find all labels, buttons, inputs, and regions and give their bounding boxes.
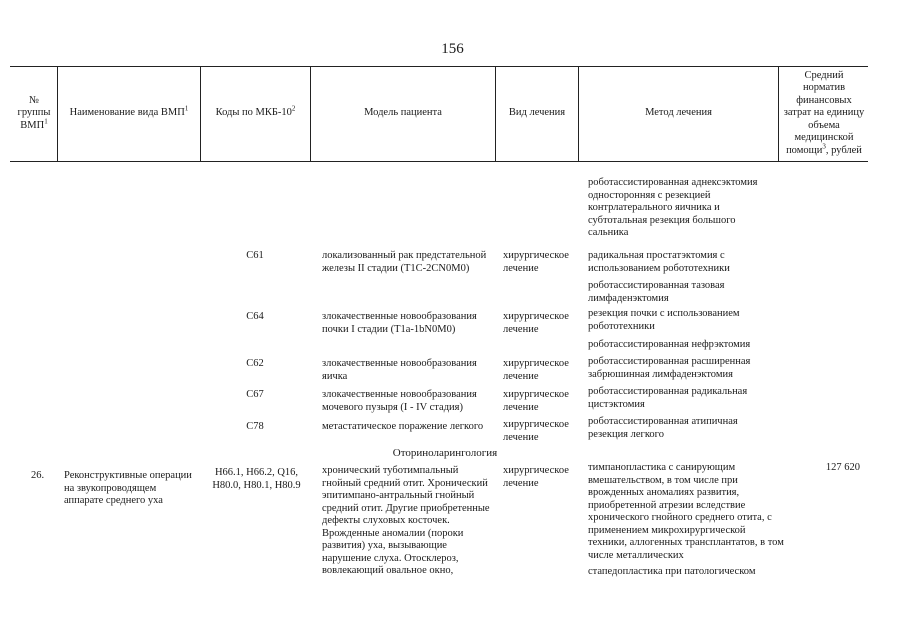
row-5-model: метастатическое поражение легкого — [322, 421, 484, 432]
row-26-cost: 127 620 — [825, 462, 860, 473]
row-3-methods: роботассистированная расширенная забрюшинная лимфаденэктомия — [588, 356, 751, 380]
row-2-model: злокачественные новообразования почки I стадии (T1a-1bN0M0) — [322, 311, 477, 335]
row-1-codes: C61 — [246, 250, 264, 261]
row-2-codes: C64 — [246, 311, 264, 322]
row-2-type: хирургическое лечение — [503, 311, 569, 335]
row-26-model: хронический туботимпальный гнойный средний отит. Хронический эпитимпано-антральный гнойный средний отит. Другие приобретенные дефекты слуховых косточек. Врожденные аномалии (пороки развития) уха, вызывающие нарушение слуха. Отосклероз, вовлекающий овальное окно, — [322, 465, 490, 576]
row-4-codes: C67 — [246, 389, 264, 400]
row-1-model: локализованный рак предстательной железы II стадии (T1C-2CN0M0) — [322, 250, 487, 274]
row-26-method-1: тимпанопластика с санирующим вмешательством, в том числе при врожденных аномалиях развития, приобретенной атрезии вследствие хронического гнойного среднего отита, с применением микрохирургической техники, аллогенных трансплантатов, в том числе металлических — [588, 462, 784, 561]
row-26-codes: H66.1, H66.2, Q16, H80.0, H80.1, H80.9 — [212, 467, 301, 491]
row-5-methods: роботассистированная атипичная резекция легкого — [588, 416, 738, 440]
row-0-method: роботассистированная аднексэктомия односторонняя с резекцией контрлатерального яичника и субтотальная резекция большого сальника — [588, 177, 758, 238]
header-group-number: № группы ВМП$^1$ — [17, 94, 51, 131]
row-26-type: хирургическое лечение — [503, 465, 569, 489]
row-4-type: хирургическое лечение — [503, 389, 569, 413]
row-3-type: хирургическое лечение — [503, 358, 569, 382]
row-26-name: Реконструктивные операции на звукопроводящем аппарате среднего уха — [64, 470, 192, 506]
row-5-codes: C78 — [246, 421, 264, 432]
row-1-method-2: роботассистированная тазовая лимфаденэктомия — [588, 280, 725, 304]
row-4-methods: роботассистированная радикальная цистэктомия — [588, 386, 748, 410]
section-title: Оториноларингология — [392, 447, 498, 459]
row-1-methods — [588, 250, 778, 305]
header-treatment-type: Вид лечения — [508, 107, 566, 119]
row-26-number: 26. — [31, 470, 45, 481]
row-2-methods — [588, 308, 778, 352]
row-5-type: хирургическое лечение — [503, 419, 569, 443]
row-1-method-1: радикальная простатэктомия с использованием робототехники — [588, 250, 730, 274]
header-patient-model: Модель пациента — [364, 107, 442, 119]
header-vmp-name: Наименование вида ВМП$^1$ — [69, 104, 189, 119]
row-2-method-2: роботассистированная нефрэктомия — [588, 339, 751, 350]
header-average-cost: Средний норматив финансовых затрат на единицу объема медицинской помощи$^3$, рублей — [783, 69, 865, 156]
row-26-method-2: стапедопластика при патологическом — [588, 566, 756, 577]
header-bottom-border — [10, 161, 868, 162]
header-icd-codes: Коды по МКБ-$10^2$ — [215, 104, 296, 119]
row-3-model: злокачественные новообразования яичка — [322, 358, 477, 382]
row-2-method-1: резекция почки с использованием робототехники — [588, 308, 740, 332]
header-treatment-method: Метод лечения — [645, 107, 712, 119]
row-26-methods — [588, 462, 784, 579]
page-number: 156 — [441, 41, 464, 57]
row-3-codes: C62 — [246, 358, 264, 369]
row-1-type: хирургическое лечение — [503, 250, 569, 274]
row-4-model: злокачественные новообразования мочевого пузыря (I - IV стадия) — [322, 389, 477, 413]
